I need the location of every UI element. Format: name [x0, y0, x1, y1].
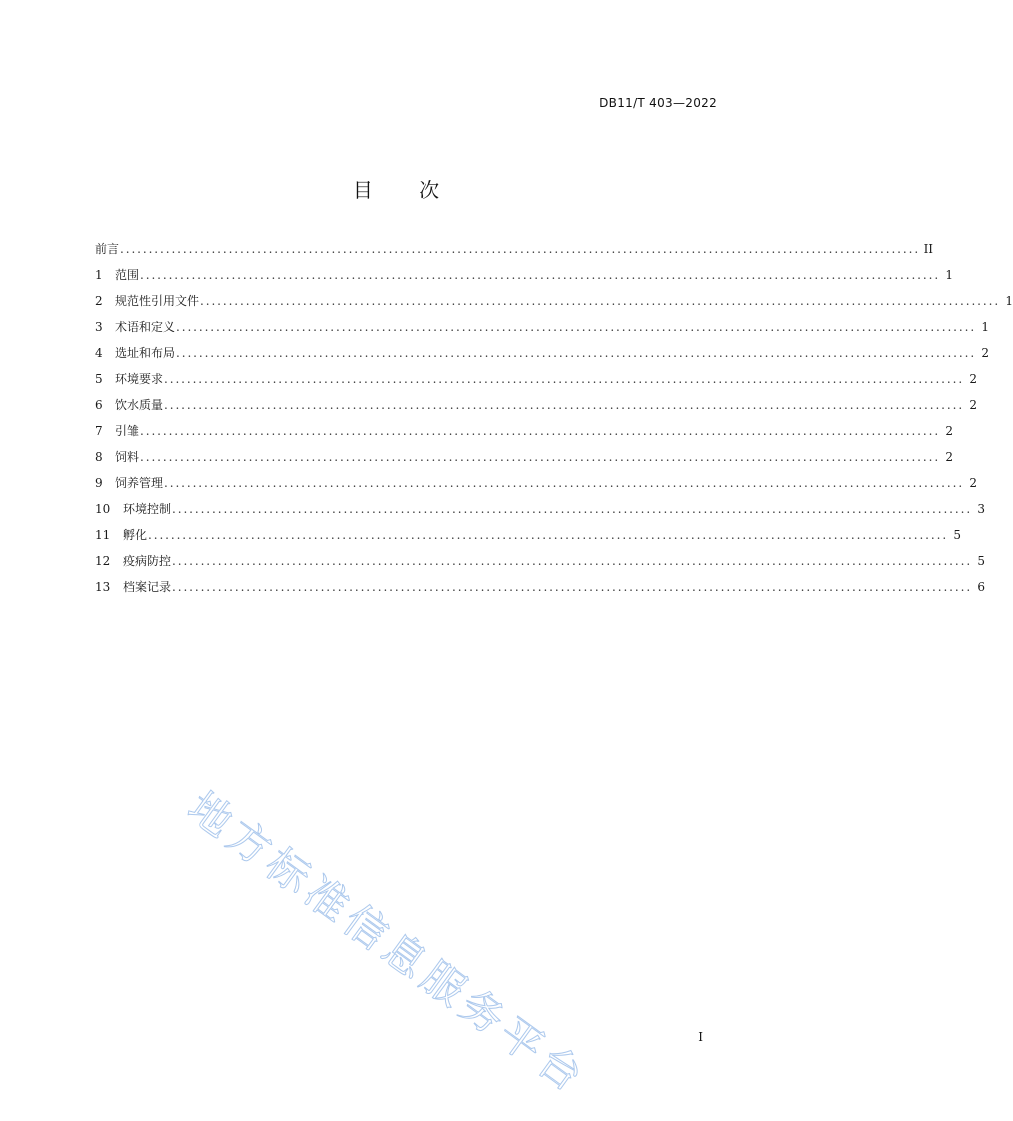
toc-entry-number: 8: [95, 450, 103, 464]
toc-entry-page: 2: [969, 372, 978, 386]
toc-entry-environment-control[interactable]: [95, 496, 986, 522]
toc-entry-chick-introduction[interactable]: [95, 418, 954, 444]
toc-leader-dots: ............................................................................................................................................: [172, 554, 973, 568]
toc-entry-page: 2: [981, 346, 990, 360]
toc-entry-label: 环境要求: [115, 372, 164, 386]
toc-entry-label: 术语和定义: [115, 320, 176, 334]
toc-entry-scope[interactable]: [95, 262, 954, 288]
toc-entry-page: 1: [1005, 294, 1013, 308]
page-number: I: [698, 1030, 703, 1044]
toc-entry-environment-requirements[interactable]: [95, 366, 978, 392]
toc-entry-label: 疫病防控: [123, 554, 172, 568]
toc-entry-label: 前言: [95, 242, 120, 256]
toc-entry-number: 13: [95, 580, 111, 594]
toc-entry-page: 2: [945, 424, 954, 438]
toc-leader-dots: ............................................................................................................................................: [176, 320, 977, 334]
toc-entry-label: 饲料: [115, 450, 140, 464]
toc-entry-normative-references[interactable]: [95, 288, 1013, 314]
toc-entry-number: 5: [95, 372, 103, 386]
toc-entry-feed[interactable]: [95, 444, 954, 470]
toc-leader-dots: ............................................................................................................................................: [164, 372, 965, 386]
toc-entry-number: 11: [95, 528, 111, 542]
toc-entry-number: 12: [95, 554, 111, 568]
toc-entry-label: 引雏: [115, 424, 140, 438]
toc-entry-page: 3: [977, 502, 986, 516]
toc-entry-label: 选址和布局: [115, 346, 176, 360]
toc-leader-dots: ............................................................................................................................................: [148, 528, 949, 542]
toc-entry-incubation[interactable]: [95, 522, 962, 548]
toc-entry-number: 7: [95, 424, 103, 438]
toc-entry-foreword[interactable]: [95, 236, 934, 262]
toc-leader-dots: ............................................................................................................................................: [176, 346, 977, 360]
toc-entry-page: 5: [953, 528, 962, 542]
toc-leader-dots: ............................................................................................................................................: [140, 450, 941, 464]
toc-leader-dots: ............................................................................................................................................: [164, 476, 965, 490]
toc-entry-label: 档案记录: [123, 580, 172, 594]
toc-entry-record-keeping[interactable]: [95, 574, 986, 600]
toc-entry-label: 饮水质量: [115, 398, 164, 412]
toc-entry-label: 范围: [115, 268, 140, 282]
toc-leader-dots: ............................................................................................................................................: [172, 580, 973, 594]
toc-entry-terms-definitions[interactable]: [95, 314, 990, 340]
toc-entry-feeding-management[interactable]: [95, 470, 978, 496]
watermark: 地方标准信息服务平台: [179, 782, 597, 1104]
toc-title: [0, 174, 792, 203]
toc-entry-page: 2: [969, 476, 978, 490]
toc-entry-page: 1: [981, 320, 990, 334]
toc-entry-site-layout[interactable]: [95, 340, 990, 366]
toc-list: [95, 236, 1013, 600]
toc-entry-number: 1: [95, 268, 103, 282]
toc-entry-number: 10: [95, 502, 111, 516]
toc-leader-dots: ............................................................................................................................................: [200, 294, 1001, 308]
toc-entry-number: 3: [95, 320, 103, 334]
toc-entry-number: 9: [95, 476, 103, 490]
toc-entry-page: 2: [945, 450, 954, 464]
toc-entry-disease-control[interactable]: [95, 548, 986, 574]
toc-entry-page: 2: [969, 398, 978, 412]
toc-entry-page: II: [923, 242, 934, 256]
toc-leader-dots: ............................................................................................................................................: [140, 268, 941, 282]
toc-entry-label: 环境控制: [123, 502, 172, 516]
toc-entry-number: 4: [95, 346, 103, 360]
toc-entry-page: 6: [977, 580, 986, 594]
toc-entry-label: 规范性引用文件: [115, 294, 200, 308]
toc-entry-page: 1: [945, 268, 954, 282]
toc-entry-label: 孵化: [123, 528, 148, 542]
document-code: DB11/T 403—2022: [599, 96, 717, 110]
toc-entry-number: 6: [95, 398, 103, 412]
toc-entry-number: 2: [95, 294, 103, 308]
toc-entry-water-quality[interactable]: [95, 392, 978, 418]
toc-title-char-2: 次: [419, 178, 440, 202]
toc-entry-page: 5: [977, 554, 986, 568]
toc-entry-label: 饲养管理: [115, 476, 164, 490]
toc-leader-dots: ............................................................................................................................................: [164, 398, 965, 412]
toc-leader-dots: ............................................................................................................................................: [120, 242, 921, 256]
toc-leader-dots: ............................................................................................................................................: [140, 424, 941, 438]
toc-title-char-1: 目: [352, 178, 373, 202]
toc-leader-dots: ............................................................................................................................................: [172, 502, 973, 516]
